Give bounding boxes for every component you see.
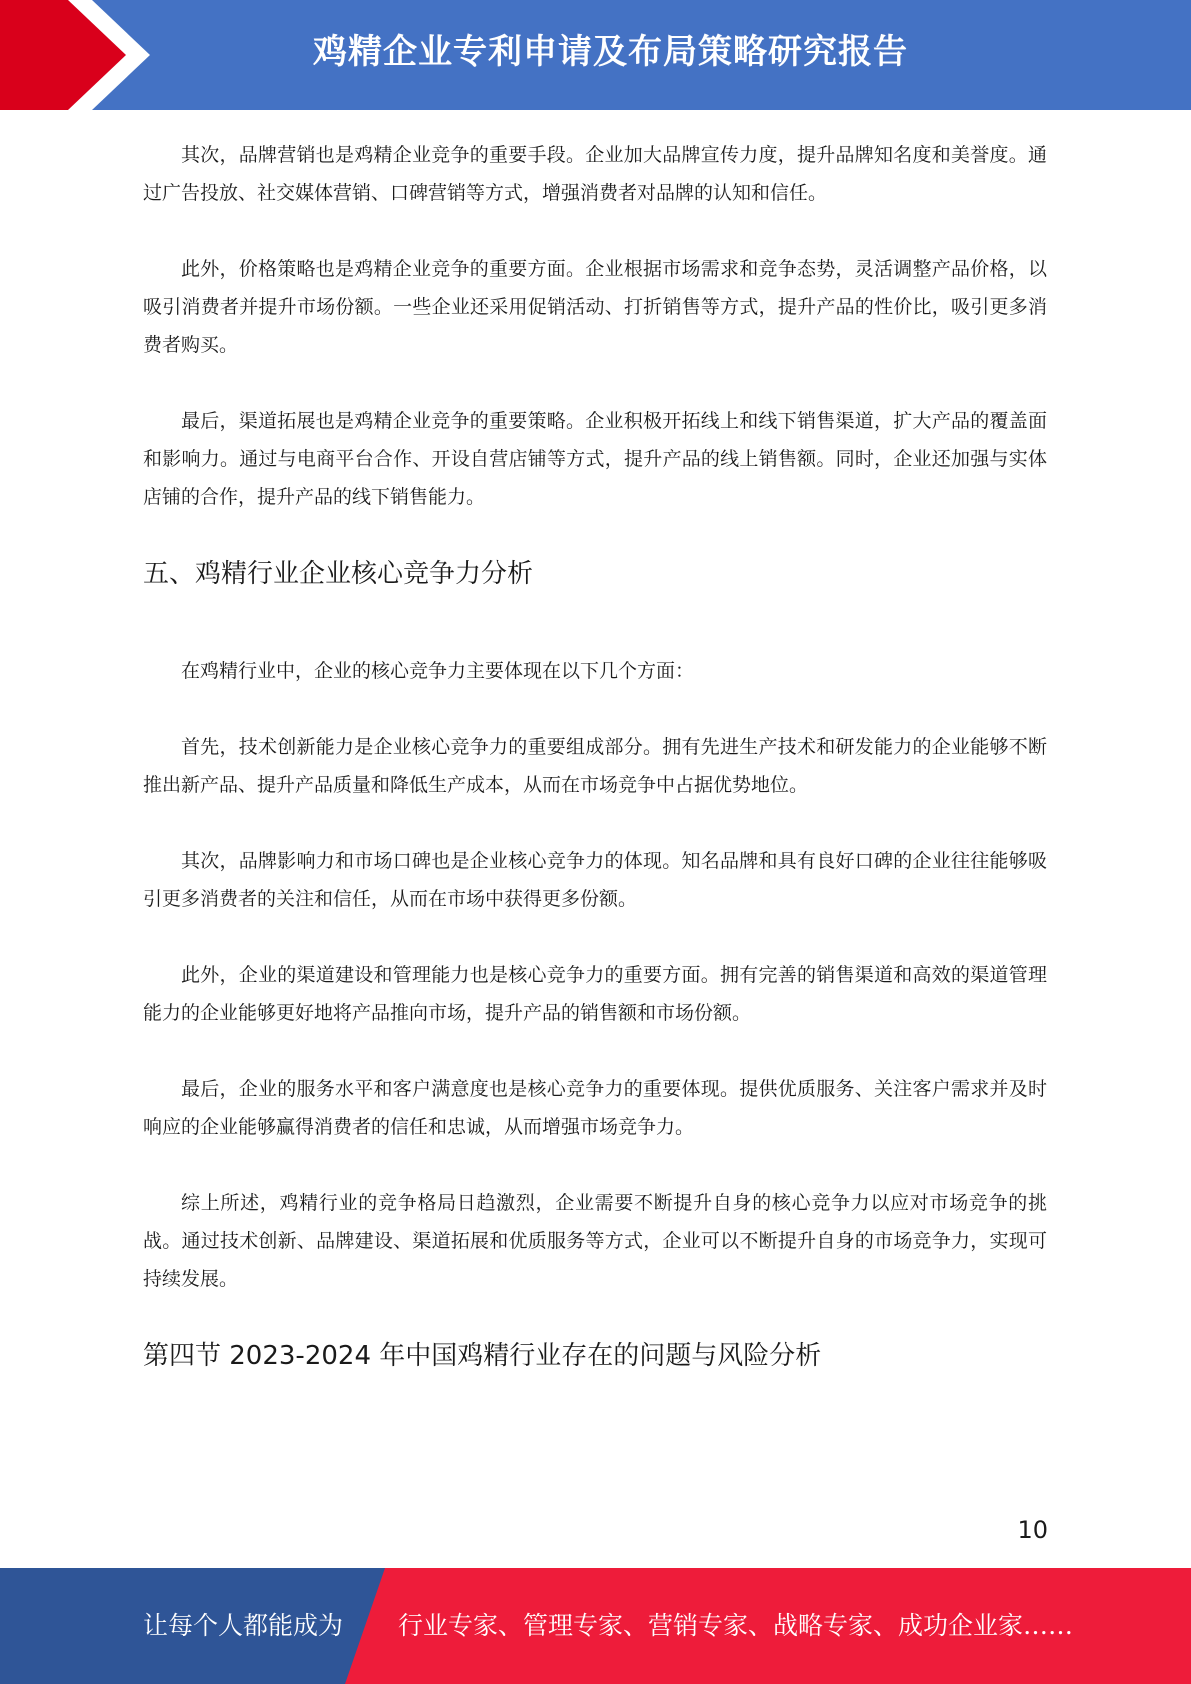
subsection-heading: 第四节 2023-2024 年中国鸡精行业存在的问题与风险分析	[143, 1341, 822, 1371]
paragraph: 首先，技术创新能力是企业核心竞争力的重要组成部分。拥有先进生产技术和研发能力的企业能够不断推出新产品、提升产品质量和降低生产成本，从而在市场竞争中占据优势地位。	[143, 736, 1047, 796]
paragraph: 其次，品牌影响力和市场口碑也是企业核心竞争力的体现。知名品牌和具有良好口碑的企业往往能够吸引更多消费者的关注和信任，从而在市场中获得更多份额。	[143, 850, 1047, 910]
paragraph: 其次，品牌营销也是鸡精企业竞争的重要手段。企业加大品牌宣传力度，提升品牌知名度和美誉度。通过广告投放、社交媒体营销、口碑营销等方式，增强消费者对品牌的认知和信任。	[143, 144, 1047, 204]
paragraph: 最后，企业的服务水平和客户满意度也是核心竞争力的重要体现。提供优质服务、关注客户需求并及时响应的企业能够赢得消费者的信任和忠诚，从而增强市场竞争力。	[143, 1078, 1047, 1138]
paragraph: 此外，企业的渠道建设和管理能力也是核心竞争力的重要方面。拥有完善的销售渠道和高效的渠道管理能力的企业能够更好地将产品推向市场，提升产品的销售额和市场份额。	[143, 964, 1047, 1024]
page-content	[143, 136, 1047, 1376]
section-heading: 五、鸡精行业企业核心竞争力分析	[143, 559, 534, 589]
footer-slogan-right: 行业专家、管理专家、营销专家、战略专家、成功企业家……	[398, 1611, 1074, 1640]
paragraph: 最后，渠道拓展也是鸡精企业竞争的重要策略。企业积极开拓线上和线下销售渠道，扩大产品的覆盖面和影响力。通过与电商平台合作、开设自营店铺等方式，提升产品的线上销售额。同时，企业还加强与实体店铺的合作，提升产品的线下销售能力。	[143, 410, 1047, 508]
header-title: 鸡精企业专利申请及布局策略研究报告	[313, 32, 908, 72]
page-number: 10	[1017, 1516, 1048, 1544]
paragraph: 在鸡精行业中，企业的核心竞争力主要体现在以下几个方面：	[181, 660, 695, 682]
paragraph: 综上所述，鸡精行业的竞争格局日趋激烈，企业需要不断提升自身的核心竞争力以应对市场竞争的挑战。通过技术创新、品牌建设、渠道拓展和优质服务等方式，企业可以不断提升自身的市场竞争力，实现可持续发展。	[143, 1192, 1047, 1290]
footer-slogan-left: 让每个人都能成为	[143, 1611, 344, 1640]
page-header	[0, 0, 1191, 110]
page-footer	[0, 1568, 1191, 1684]
paragraph: 此外，价格策略也是鸡精企业竞争的重要方面。企业根据市场需求和竞争态势，灵活调整产品价格，以吸引消费者并提升市场份额。一些企业还采用促销活动、打折销售等方式，提升产品的性价比，吸引更多消费者购买。	[143, 258, 1047, 356]
